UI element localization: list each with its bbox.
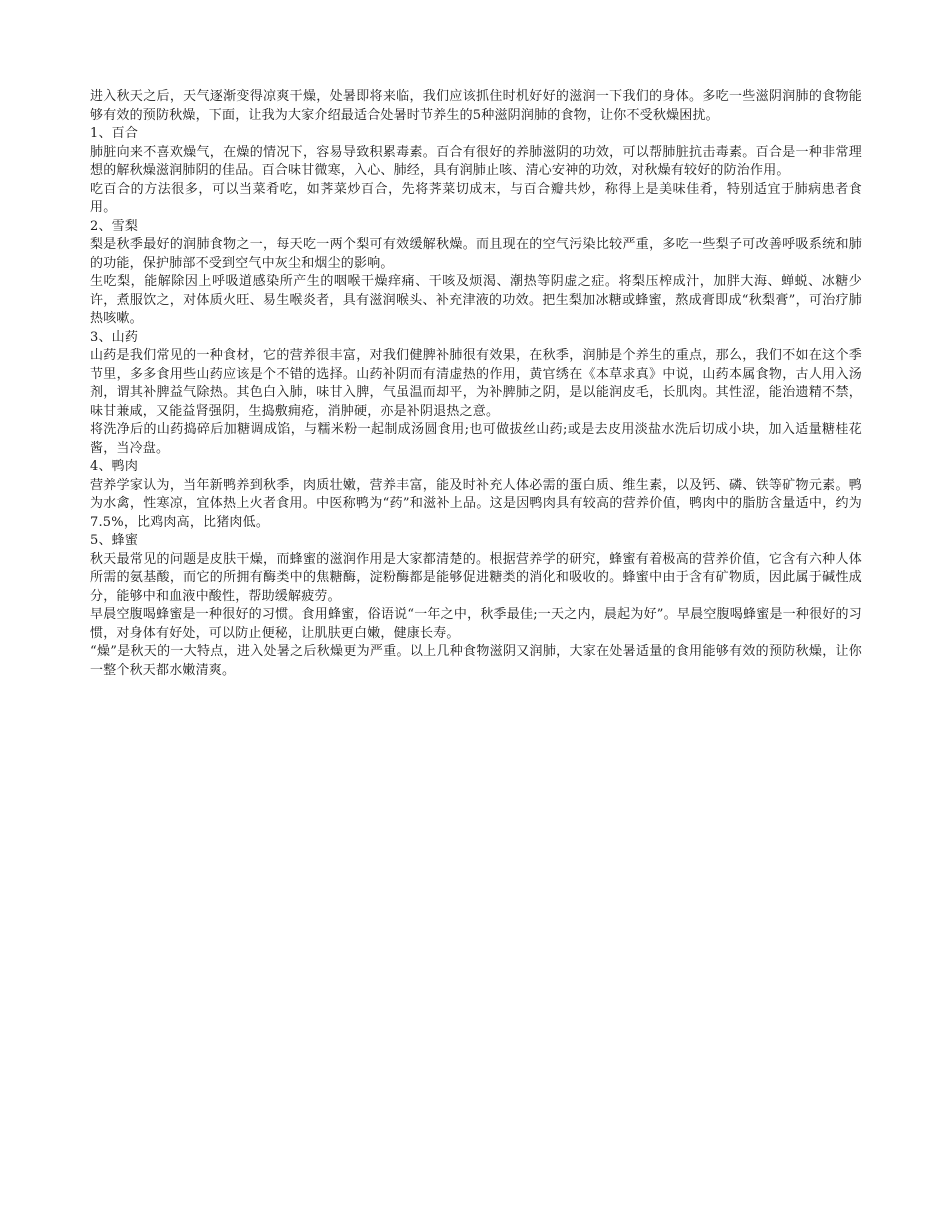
section-paragraph: 营养学家认为，当年新鸭养到秋季，肉质壮嫩，营养丰富，能及时补充人体必需的蛋白质、维生素，以及钙、磷、铁等矿物元素。鸭为水禽，性寒凉，宜体热上火者食用。中医称鸭为“药”和滋补上品。这是因鸭肉具有较高的营养价值，鸭肉中的脂肪含量适中，约为7.5%，比鸡肉高，比猪肉低。 — [90, 477, 862, 530]
section-paragraph: 吃百合的方法很多，可以当菜肴吃，如荠菜炒百合，先将荠菜切成末，与百合瓣共炒，称得上是美味佳肴，特别适宜于肺病患者食用。 — [90, 181, 862, 215]
intro-paragraph: 进入秋天之后，天气逐渐变得凉爽干燥，处暑即将来临，我们应该抓住时机好好的滋润一下我们的身体。多吃一些滋阴润肺的食物能够有效的预防秋燥，下面，让我为大家介绍最适合处暑时节养生的5种滋阴润肺的食物，让你不受秋燥困扰。 — [90, 89, 862, 123]
section-paragraph: 秋天最常见的问题是皮肤干燥，而蜂蜜的滋润作用是大家都清楚的。根据营养学的研究，蜂蜜有着极高的营养价值，它含有六种人体所需的氨基酸，而它的所拥有酶类中的焦糖酶，淀粉酶都是能够促进糖类的消化和吸收的。蜂蜜中由于含有矿物质，因此属于碱性成分，能够中和血液中酸性，帮助缓解疲劳。 — [90, 551, 862, 604]
section-paragraph: 山药是我们常见的一种食材，它的营养很丰富，对我们健脾补肺很有效果，在秋季，润肺是个养生的重点，那么，我们不如在这个季节里，多多食用些山药应该是个不错的选择。山药补阴而有清虚热的作用，黄官绣在《本草求真》中说，山药本属食物，古人用入汤剂，谓其补脾益气除热。其色白入肺，味甘入脾，气虽温而却平，为补脾肺之阴，是以能润皮毛，长肌肉。其性涩，能治遗精不禁，味甘兼咸，又能益肾强阴，生捣敷痈疮，消肿硬，亦是补阴退热之意。 — [90, 348, 862, 419]
section-yam — [90, 329, 862, 459]
section-pear — [90, 218, 862, 329]
section-heading: 4、鸭肉 — [90, 459, 139, 474]
section-paragraph: “燥”是秋天的一大特点，进入处暑之后秋燥更为严重。以上几种食物滋阴又润肺，大家在处暑适量的食用能够有效的预防秋燥，让你一整个秋天都水嫩清爽。 — [90, 644, 862, 678]
section-heading: 3、山药 — [90, 329, 139, 345]
section-paragraph: 早晨空腹喝蜂蜜是一种很好的习惯。食用蜂蜜，俗语说“一年之中，秋季最佳;一天之内，晨起为好”。早晨空腹喝蜂蜜是一种很好的习惯，对身体有好处，可以防止便秘，让肌肤更白嫩，健康长寿。 — [90, 607, 862, 641]
section-paragraph: 肺脏向来不喜欢燥气，在燥的情况下，容易导致积累毒素。百合有很好的养肺滋阴的功效，可以帮肺脏抗击毒素。百合是一种非常理想的解秋燥滋润肺阴的佳品。百合味甘微寒，入心、肺经，具有润肺止咳、清心安神的功效，对秋燥有较好的防治作用。 — [90, 144, 862, 178]
section-paragraph: 生吃梨，能解除因上呼吸道感染所产生的咽喉干燥痒痛、干咳及烦渴、潮热等阴虚之症。将梨压榨成汁，加胖大海、蝉蜕、冰糖少许，煮服饮之，对体质火旺、易生喉炎者，具有滋润喉头、补充津液的功效。把生梨加冰糖或蜂蜜，熬成膏即成“秋梨膏”，可治疗肺热咳嗽。 — [90, 274, 862, 326]
section-paragraph: 梨是秋季最好的润肺食物之一，每天吃一两个梨可有效缓解秋燥。而且现在的空气污染比较严重，多吃一些梨子可改善呼吸系统和肺的功能，保护肺部不受到空气中灰尘和烟尘的影响。 — [90, 237, 862, 271]
section-honey — [90, 532, 862, 680]
article-body — [90, 88, 862, 680]
section-lily — [90, 125, 862, 218]
section-paragraph: 将洗净后的山药捣碎后加糖调成馅，与糯米粉一起制成汤圆食用;也可做拔丝山药;或是去皮用淡盐水洗后切成小块，加入适量糖桂花酱，当冷盘。 — [90, 422, 862, 456]
section-duck — [90, 458, 862, 532]
section-heading: 5、蜂蜜 — [90, 533, 139, 548]
section-heading: 2、雪梨 — [90, 218, 139, 234]
section-heading: 1、百合 — [90, 126, 139, 141]
